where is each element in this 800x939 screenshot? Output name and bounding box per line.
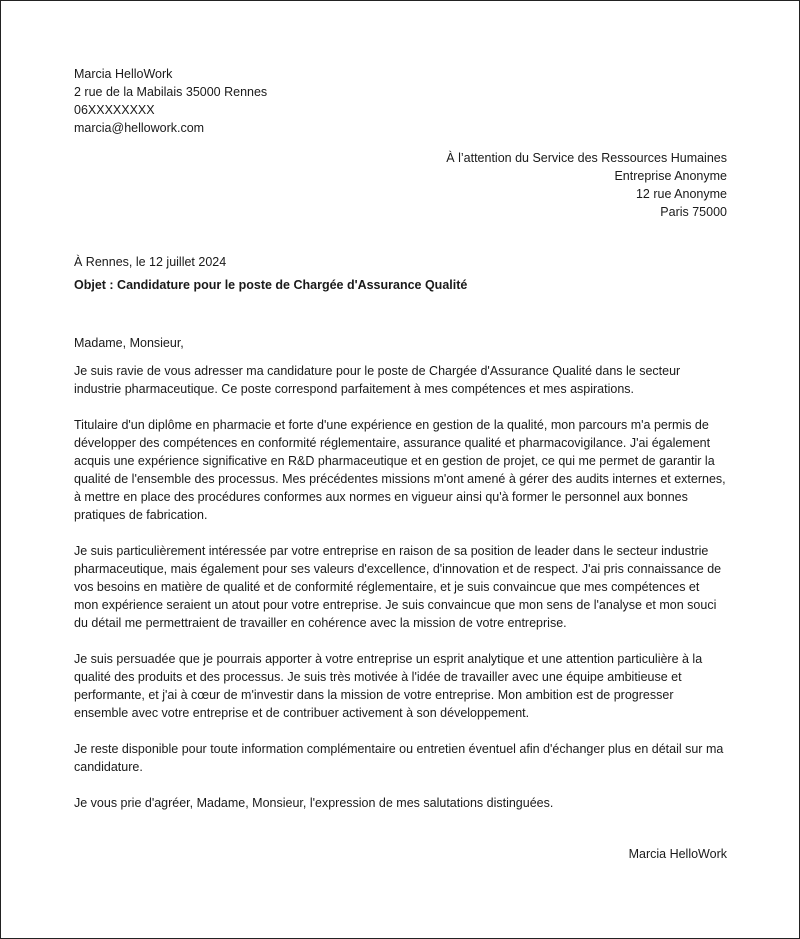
sender-block bbox=[74, 65, 727, 137]
body-paragraph-3: Je suis particulièrement intéressée par votre entreprise en raison de sa position de leader dans le secteur industrie pharmaceutique, mais également pour ses valeurs d'excellence, d'innovation et de respect. J'ai pris connaissance de vos besoins en matière de qualité et de conformité réglementaire, et je suis convaincue que mes compétences et mon expérience seraient un atout pour votre entreprise. Je suis convaincue que mon sens de l'analyse et mon souci du détail me permettraient de travailler en cohérence avec la mission de votre entreprise. bbox=[74, 544, 722, 630]
body-paragraph-1: Je suis ravie de vous adresser ma candidature pour le poste de Chargée d'Assurance Qualité dans le secteur industrie pharmaceutique. Ce poste correspond parfaitement à mes compétences et mes aspirations. bbox=[74, 364, 681, 396]
salutation: Madame, Monsieur, bbox=[74, 336, 184, 350]
signature: Marcia HelloWork bbox=[628, 847, 727, 861]
recipient-attention: À l’attention du Service des Ressources Humaines bbox=[446, 151, 727, 165]
closing-formula: Je vous prie d'agréer, Madame, Monsieur, l'expression de mes salutations distinguées. bbox=[74, 796, 554, 810]
recipient-block bbox=[74, 149, 727, 221]
recipient-city: Paris 75000 bbox=[660, 205, 727, 219]
subject-line: Objet : Candidature pour le poste de Chargée d'Assurance Qualité bbox=[74, 278, 468, 292]
body-paragraph-5: Je reste disponible pour toute information complémentaire ou entretien éventuel afin d'échanger plus en détail sur ma candidature. bbox=[74, 742, 724, 774]
sender-email: marcia@hellowork.com bbox=[74, 121, 205, 135]
body-paragraph-4: Je suis persuadée que je pourrais apporter à votre entreprise un esprit analytique et une attention particulière à la qualité des produits et des processus. Je suis très motivée à l'idée de travailler avec une équipe ambitieuse et performante, et j'ai à cœur de m'investir dans la mission de votre entreprise. Mon ambition est de progresser ensemble avec votre entreprise et de contribuer activement à son développement. bbox=[74, 652, 703, 720]
date-line: À Rennes, le 12 juillet 2024 bbox=[74, 255, 227, 269]
body-paragraph-2: Titulaire d'un diplôme en pharmacie et forte d'une expérience en gestion de la qualité, mon parcours m'a permis de développer des compétences en conformité réglementaire, assurance qualité et pharmacovigilance. J'ai également acquis une expérience significative en R&D pharmaceutique et en gestion de projet, ce qui me permet de garantir la qualité de l'ensemble des processus. Mes précédentes missions m'ont amené à gérer des audits internes et externes, à mettre en place des procédures conformes aux normes en vigueur ainsi qu'à former le personnel aux bonnes pratiques de fabrication. bbox=[74, 418, 726, 522]
recipient-street: 12 rue Anonyme bbox=[635, 187, 727, 201]
sender-name: Marcia HelloWork bbox=[74, 67, 173, 81]
recipient-company: Entreprise Anonyme bbox=[614, 169, 727, 183]
letter-content bbox=[74, 65, 727, 863]
sender-address: 2 rue de la Mabilais 35000 Rennes bbox=[74, 85, 268, 99]
sender-phone: 06XXXXXXXX bbox=[74, 103, 155, 117]
